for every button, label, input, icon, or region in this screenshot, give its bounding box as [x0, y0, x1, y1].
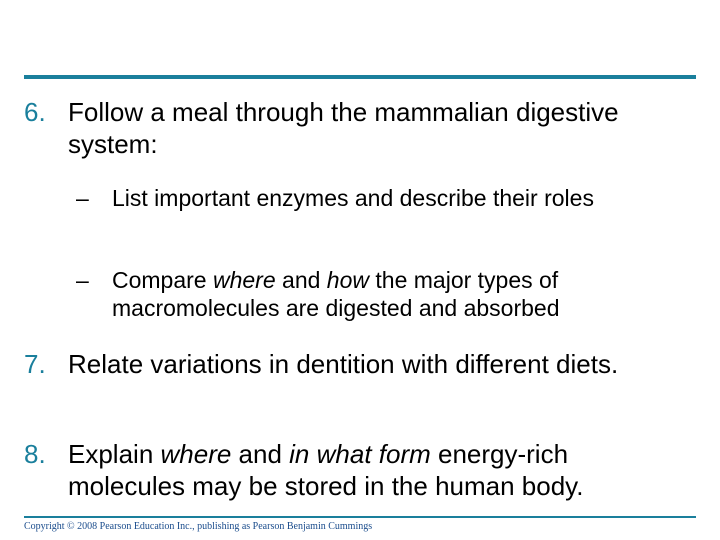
- sub-item-enzymes: [76, 184, 676, 240]
- item-text: Follow a meal through the mammalian digestive system:: [68, 97, 619, 159]
- sub-item-compare: [76, 266, 676, 322]
- objective-item-7: [24, 348, 684, 412]
- item-number: 8.: [24, 439, 46, 469]
- objective-item-6: [24, 96, 684, 160]
- item-text: Explain where and in what form energy-rich molecules may be stored in the human body.: [68, 439, 584, 501]
- item-number: 6.: [24, 97, 46, 127]
- sub-item-text: Compare where and how the major types of macromolecules are digested and absorbed: [112, 267, 560, 321]
- top-divider-line: [24, 75, 696, 79]
- copyright-footer: Copyright © 2008 Pearson Education Inc., publishing as Pearson Benjamin Cummings: [24, 521, 373, 532]
- sub-item-text: List important enzymes and describe their roles: [112, 185, 594, 211]
- bottom-divider-line: [24, 516, 696, 518]
- objective-item-8: [24, 438, 684, 502]
- item-number: 7.: [24, 349, 46, 379]
- dash-bullet: –: [76, 185, 89, 211]
- item-text: Relate variations in dentition with different diets.: [68, 349, 619, 379]
- dash-bullet: –: [76, 267, 89, 293]
